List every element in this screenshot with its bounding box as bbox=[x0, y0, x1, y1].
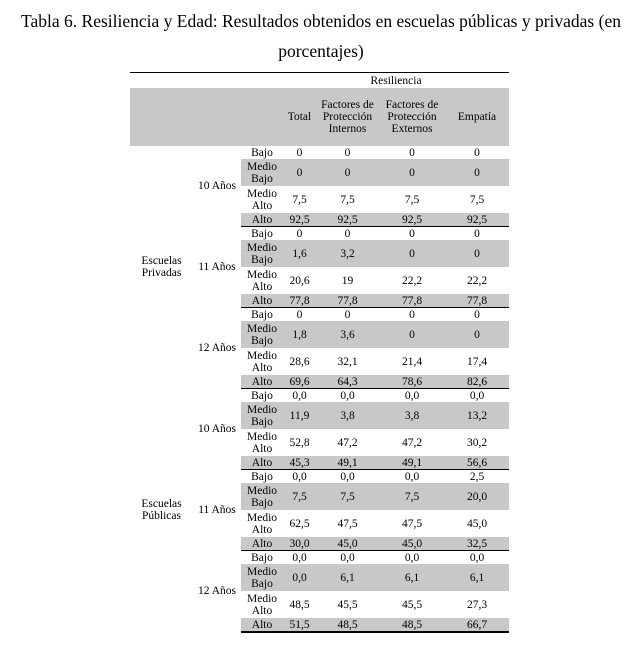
value-cell: 77,8 bbox=[379, 294, 445, 308]
age-label bbox=[193, 551, 241, 633]
value-cell: 0 bbox=[316, 159, 379, 186]
level-label: Alto bbox=[241, 294, 283, 308]
value-cell: 7,5 bbox=[404, 193, 420, 206]
value-cell: 0 bbox=[445, 240, 509, 267]
value-cell: 0 bbox=[409, 308, 415, 321]
level-label: Alto bbox=[241, 456, 283, 470]
value-cell: 0,0 bbox=[292, 551, 307, 564]
column-header-total: Total bbox=[283, 88, 316, 146]
value-cell: 0,0 bbox=[404, 470, 420, 483]
value-cell: 48,5 bbox=[289, 598, 310, 611]
value-cell: 47,2 bbox=[337, 436, 358, 449]
value-cell: 0 bbox=[445, 321, 509, 348]
age-label bbox=[193, 308, 241, 389]
header-row-group bbox=[130, 73, 509, 89]
value-cell: 47,5 bbox=[401, 517, 423, 530]
level-label: Medio Alto bbox=[246, 187, 278, 212]
value-cell: 21,4 bbox=[401, 355, 423, 368]
table-title: Tabla 6. Resiliencia y Edad: Resultados obtenidos en escuelas públicas y privadas (en porcentajes) bbox=[21, 11, 621, 61]
age-text: 11 Años bbox=[198, 260, 236, 273]
value-cell: 11,9 bbox=[283, 402, 316, 429]
value-cell: 0 bbox=[474, 146, 480, 159]
value-cell: 0 bbox=[409, 227, 415, 240]
value-cell: 78,6 bbox=[379, 375, 445, 389]
table-row bbox=[130, 146, 509, 159]
value-cell: 0 bbox=[379, 240, 445, 267]
value-cell: 3,2 bbox=[316, 240, 379, 267]
value-cell: 0,0 bbox=[340, 389, 355, 402]
age-text: 10 Años bbox=[197, 179, 237, 192]
value-cell: 0,0 bbox=[469, 551, 485, 564]
value-cell: 1,6 bbox=[283, 240, 316, 267]
value-cell: 0,0 bbox=[340, 551, 355, 564]
age-text: 12 Años bbox=[197, 341, 237, 354]
value-cell: 69,6 bbox=[283, 375, 316, 389]
value-cell: 48,5 bbox=[379, 618, 445, 632]
value-cell: 52,8 bbox=[289, 436, 310, 449]
table-row bbox=[130, 389, 509, 403]
value-cell: 0 bbox=[445, 159, 509, 186]
value-cell: 0,0 bbox=[283, 564, 316, 591]
value-cell: 92,5 bbox=[445, 213, 509, 227]
value-cell: 3,6 bbox=[316, 321, 379, 348]
value-cell: 0 bbox=[296, 308, 303, 321]
school-label bbox=[130, 146, 193, 389]
value-cell: 92,5 bbox=[316, 213, 379, 227]
value-cell: 7,5 bbox=[283, 483, 316, 510]
column-header-internal: Factores de Protección Internos bbox=[316, 88, 379, 146]
value-cell: 0 bbox=[344, 308, 351, 321]
value-cell: 0,0 bbox=[404, 551, 420, 564]
level-label: Medio Bajo bbox=[241, 240, 283, 267]
value-cell: 0,0 bbox=[340, 470, 355, 483]
value-cell: 47,2 bbox=[401, 436, 423, 449]
value-cell: 64,3 bbox=[316, 375, 379, 389]
resilience-table bbox=[130, 72, 509, 633]
level-label: Bajo bbox=[251, 551, 273, 564]
value-cell: 77,8 bbox=[316, 294, 379, 308]
school-name: Escuelas Privadas bbox=[141, 255, 182, 280]
header-row-columns bbox=[130, 88, 509, 146]
table-body bbox=[130, 146, 509, 632]
age-text: 10 Años bbox=[197, 422, 237, 435]
value-cell: 7,5 bbox=[379, 483, 445, 510]
value-cell: 66,7 bbox=[445, 618, 509, 632]
level-label: Alto bbox=[241, 618, 283, 632]
group-header: Resiliencia bbox=[283, 73, 509, 89]
value-cell: 0,0 bbox=[469, 389, 485, 402]
value-cell: 0,0 bbox=[404, 389, 420, 402]
value-cell: 49,1 bbox=[379, 456, 445, 470]
value-cell: 0 bbox=[283, 159, 316, 186]
value-cell: 45,0 bbox=[466, 517, 488, 530]
value-cell: 19 bbox=[341, 274, 354, 287]
level-label: Medio Bajo bbox=[241, 402, 283, 429]
level-label: Medio Alto bbox=[246, 268, 278, 293]
value-cell: 77,8 bbox=[283, 294, 316, 308]
value-cell: 0 bbox=[379, 321, 445, 348]
value-cell: 48,5 bbox=[316, 618, 379, 632]
age-text: 11 Años bbox=[198, 503, 236, 516]
value-cell: 22,2 bbox=[466, 274, 488, 287]
column-header-external: Factores de Protección Externos bbox=[379, 88, 445, 146]
value-cell: 77,8 bbox=[445, 294, 509, 308]
level-label: Medio Alto bbox=[246, 592, 278, 617]
value-cell: 30,0 bbox=[283, 537, 316, 551]
level-label: Medio Bajo bbox=[241, 564, 283, 591]
value-cell: 45,3 bbox=[283, 456, 316, 470]
level-label: Medio Bajo bbox=[241, 321, 283, 348]
value-cell: 49,1 bbox=[316, 456, 379, 470]
age-text: 12 Años bbox=[197, 584, 237, 597]
value-cell: 22,2 bbox=[401, 274, 423, 287]
level-label: Medio Bajo bbox=[241, 159, 283, 186]
value-cell: 1,8 bbox=[283, 321, 316, 348]
value-cell: 17,4 bbox=[466, 355, 488, 368]
value-cell: 7,5 bbox=[316, 483, 379, 510]
level-label: Bajo bbox=[251, 389, 273, 402]
value-cell: 32,5 bbox=[445, 537, 509, 551]
value-cell: 20,6 bbox=[289, 274, 310, 287]
age-label bbox=[193, 470, 241, 551]
age-label bbox=[193, 389, 241, 470]
value-cell: 47,5 bbox=[337, 517, 358, 530]
value-cell: 62,5 bbox=[289, 517, 310, 530]
value-cell: 7,5 bbox=[292, 193, 307, 206]
value-cell: 0,0 bbox=[292, 389, 307, 402]
level-label: Alto bbox=[241, 375, 283, 389]
value-cell: 45,0 bbox=[316, 537, 379, 551]
value-cell: 20,0 bbox=[445, 483, 509, 510]
value-cell: 0 bbox=[474, 308, 480, 321]
school-label bbox=[130, 389, 193, 633]
value-cell: 0 bbox=[474, 227, 480, 240]
age-label bbox=[193, 146, 241, 227]
level-label: Alto bbox=[241, 537, 283, 551]
level-label: Bajo bbox=[251, 308, 273, 321]
value-cell: 0 bbox=[344, 227, 351, 240]
value-cell: 13,2 bbox=[445, 402, 509, 429]
value-cell: 51,5 bbox=[283, 618, 316, 632]
value-cell: 45,5 bbox=[337, 598, 358, 611]
level-label: Medio Alto bbox=[246, 511, 278, 536]
value-cell: 45,0 bbox=[379, 537, 445, 551]
age-label bbox=[193, 227, 241, 308]
level-label: Bajo bbox=[251, 227, 273, 240]
level-label: Bajo bbox=[251, 146, 273, 159]
column-header-empathy: Empatía bbox=[445, 88, 509, 146]
value-cell: 0,0 bbox=[292, 470, 307, 483]
value-cell: 56,6 bbox=[445, 456, 509, 470]
value-cell: 7,5 bbox=[340, 193, 355, 206]
value-cell: 6,1 bbox=[445, 564, 509, 591]
value-cell: 27,3 bbox=[466, 598, 488, 611]
value-cell: 2,5 bbox=[469, 470, 485, 483]
level-label: Bajo bbox=[251, 470, 273, 483]
value-cell: 7,5 bbox=[469, 193, 485, 206]
value-cell: 92,5 bbox=[379, 213, 445, 227]
value-cell: 0 bbox=[409, 146, 415, 159]
level-label: Alto bbox=[241, 213, 283, 227]
value-cell: 28,6 bbox=[289, 355, 310, 368]
value-cell: 32,1 bbox=[337, 355, 358, 368]
value-cell: 30,2 bbox=[466, 436, 488, 449]
value-cell: 0 bbox=[296, 146, 303, 159]
value-cell: 0 bbox=[296, 227, 303, 240]
value-cell: 82,6 bbox=[445, 375, 509, 389]
level-label: Medio Alto bbox=[246, 349, 278, 374]
level-label: Medio Bajo bbox=[241, 483, 283, 510]
value-cell: 0 bbox=[379, 159, 445, 186]
value-cell: 92,5 bbox=[283, 213, 316, 227]
value-cell: 6,1 bbox=[379, 564, 445, 591]
level-label: Medio Alto bbox=[246, 430, 278, 455]
value-cell: 45,5 bbox=[401, 598, 423, 611]
value-cell: 0 bbox=[344, 146, 351, 159]
school-name: Escuelas Públicas bbox=[141, 498, 182, 523]
value-cell: 3,8 bbox=[379, 402, 445, 429]
value-cell: 6,1 bbox=[316, 564, 379, 591]
value-cell: 3,8 bbox=[316, 402, 379, 429]
